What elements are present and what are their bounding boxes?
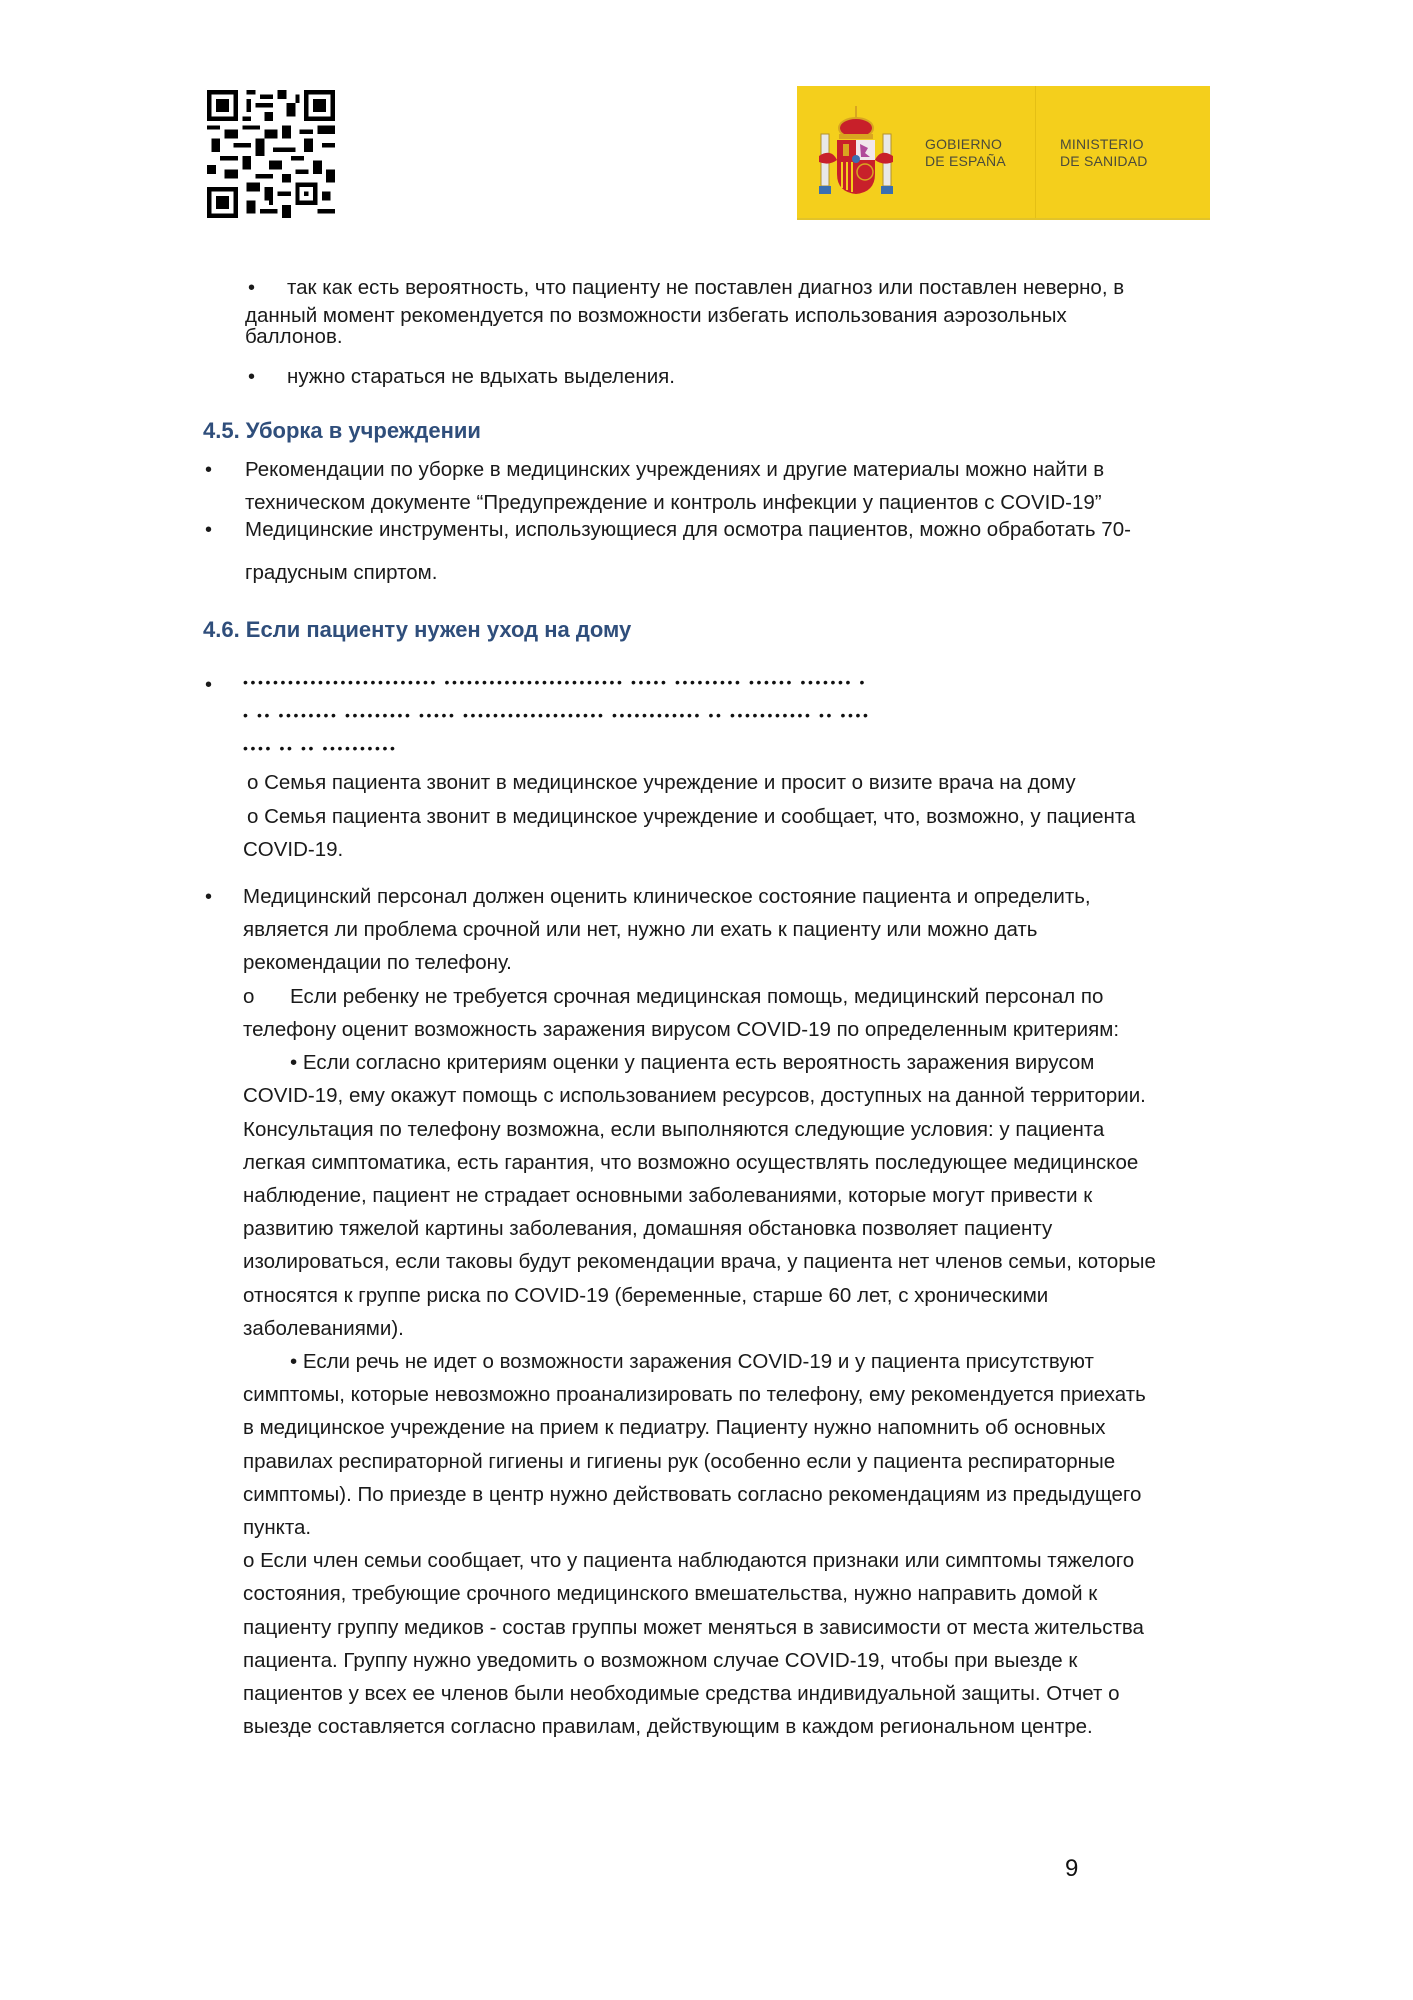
cleaning-item-2-line-1: Медицинские инструменты, использующиеся для осмотра пациентов, можно обработать 70- xyxy=(245,518,1131,541)
non-covid-line-2: симптомы, которые невозможно проанализировать по телефону, ему рекомендуется приехать xyxy=(243,1383,1146,1406)
page-number: 9 xyxy=(1065,1855,1079,1882)
covid-probable-line-3: Консультация по телефону возможна, если выполняются следующие условия: у пациента xyxy=(243,1118,1105,1141)
redacted-dotted-line: •••••••••••••••••••••••••• •••••••••••••••••••••••• ••••• ••••••••• •••••• ••••••• • xyxy=(243,674,868,690)
sub-bullet-o-marker: о xyxy=(243,985,255,1008)
redacted-dotted-line: •••• •• •• •••••••••• xyxy=(243,740,398,756)
logo-right-line-2: DE SANIDAD xyxy=(1060,153,1148,169)
non-urgent-line-1: Если ребенку не требуется срочная медицинская помощь, медицинский персонал по xyxy=(290,985,1104,1008)
logo-left-line-2: DE ESPAÑA xyxy=(925,153,1006,169)
covid-probable-line-1: • Если согласно критериям оценки у пациента есть вероятность заражения вирусом xyxy=(290,1051,1095,1074)
non-covid-line-3: в медицинское учреждение на прием к педиатру. Пациенту нужно напомнить об основных xyxy=(243,1416,1106,1439)
cleaning-item-2-line-2: градусным спиртом. xyxy=(245,561,438,584)
bullet-icon: • xyxy=(205,886,213,908)
bullet-icon: • xyxy=(205,459,213,481)
severe-case-line-6: выезде составляется согласно правилам, действующим в каждом региональном центре. xyxy=(243,1715,1093,1738)
family-call-item-2-tail: COVID-19. xyxy=(243,838,344,861)
severe-case-line-3: пациенту группу медиков - состав группы может меняться в зависимости от места жительства xyxy=(243,1616,1144,1639)
assessment-line-1: Медицинский персонал должен оценить клиническое состояние пациента и определить, xyxy=(243,885,1091,908)
assessment-line-3: рекомендации по телефону. xyxy=(243,951,512,974)
redacted-dotted-line: • •• •••••••• ••••••••• ••••• ••••••••••••••••••• •••••••••••• •• ••••••••••• •• •••• xyxy=(243,707,871,723)
intro-item-1-line-3: баллонов. xyxy=(245,325,343,348)
coat-of-arms-icon xyxy=(817,104,895,202)
severe-case-line-2: состояния, требующие срочного медицинского вмешательства, нужно направить домой к xyxy=(243,1582,1098,1605)
non-covid-line-4: правилах респираторной гигиены и гигиены рук (особенно если у пациента респираторные xyxy=(243,1450,1116,1473)
bullet-icon: • xyxy=(248,366,256,388)
family-call-item-2: о Семья пациента звонит в медицинское учреждение и сообщает, что, возможно, у пациента xyxy=(247,805,1136,828)
covid-probable-line-5: наблюдение, пациент не страдает основными заболеваниями, которые могут привести к xyxy=(243,1184,1093,1207)
government-logo xyxy=(797,86,1210,220)
assessment-line-2: является ли проблема срочной или нет, нужно ли ехать к пациенту или можно дать xyxy=(243,918,1038,941)
covid-probable-line-9: заболеваниями). xyxy=(243,1317,404,1340)
logo-divider xyxy=(1035,86,1036,218)
section-4-5-heading: 4.5. Уборка в учреждении xyxy=(203,418,481,443)
intro-item-1-line-2: данный момент рекомендуется по возможности избегать использования аэрозольных xyxy=(245,304,1067,327)
intro-item-1-line-1: так как есть вероятность, что пациенту не поставлен диагноз или поставлен неверно, в xyxy=(287,276,1125,299)
severe-case-line-1: о Если член семьи сообщает, что у пациента наблюдаются признаки или симптомы тяжелого xyxy=(243,1549,1135,1572)
covid-probable-line-7: изолироваться, если таковы будут рекомендации врача, у пациента нет членов семьи, которые xyxy=(243,1250,1156,1273)
bullet-icon: • xyxy=(205,519,213,541)
cleaning-item-1-line-1: Рекомендации по уборке в медицинских учреждениях и другие материалы можно найти в xyxy=(245,458,1105,481)
logo-left-line-1: GOBIERNO xyxy=(925,136,1003,152)
bullet-icon: • xyxy=(248,277,256,299)
covid-probable-line-4: легкая симптоматика, есть гарантия, что возможно осуществлять последующее медицинское xyxy=(243,1151,1139,1174)
family-call-item-1: о Семья пациента звонит в медицинское учреждение и просит о визите врача на дому xyxy=(247,771,1076,794)
non-urgent-line-2: телефону оценит возможность заражения вирусом COVID-19 по определенным критериям: xyxy=(243,1018,1120,1041)
covid-probable-line-6: развитию тяжелой картины заболевания, домашняя обстановка позволяет пациенту xyxy=(243,1217,1053,1240)
covid-probable-line-2: COVID-19, ему окажут помощь с использованием ресурсов, доступных на данной территории. xyxy=(243,1084,1146,1107)
qr-code xyxy=(207,90,335,218)
non-covid-line-1: • Если речь не идет о возможности заражения COVID-19 и у пациента присутствуют xyxy=(290,1350,1094,1373)
severe-case-line-5: пациентов у всех ее членов были необходимые средства индивидуальной защиты. Отчет о xyxy=(243,1682,1120,1705)
cleaning-item-1-line-2: техническом документе “Предупреждение и контроль инфекции у пациентов с COVID-19” xyxy=(245,491,1102,514)
logo-right-line-1: MINISTERIO xyxy=(1060,136,1144,152)
intro-item-2-line-1: нужно стараться не вдыхать выделения. xyxy=(287,365,675,388)
non-covid-line-6: пункта. xyxy=(243,1516,312,1539)
covid-probable-line-8: относятся к группе риска по COVID-19 (беременные, старше 60 лет, с хроническими xyxy=(243,1284,1049,1307)
non-covid-line-5: симптомы). По приезде в центр нужно действовать согласно рекомендациям из предыдущего xyxy=(243,1483,1142,1506)
severe-case-line-4: пациента. Группу нужно уведомить о возможном случае COVID-19, чтобы при выезде к xyxy=(243,1649,1078,1672)
section-4-6-heading: 4.6. Если пациенту нужен уход на дому xyxy=(203,617,632,642)
bullet-icon: • xyxy=(205,674,213,696)
